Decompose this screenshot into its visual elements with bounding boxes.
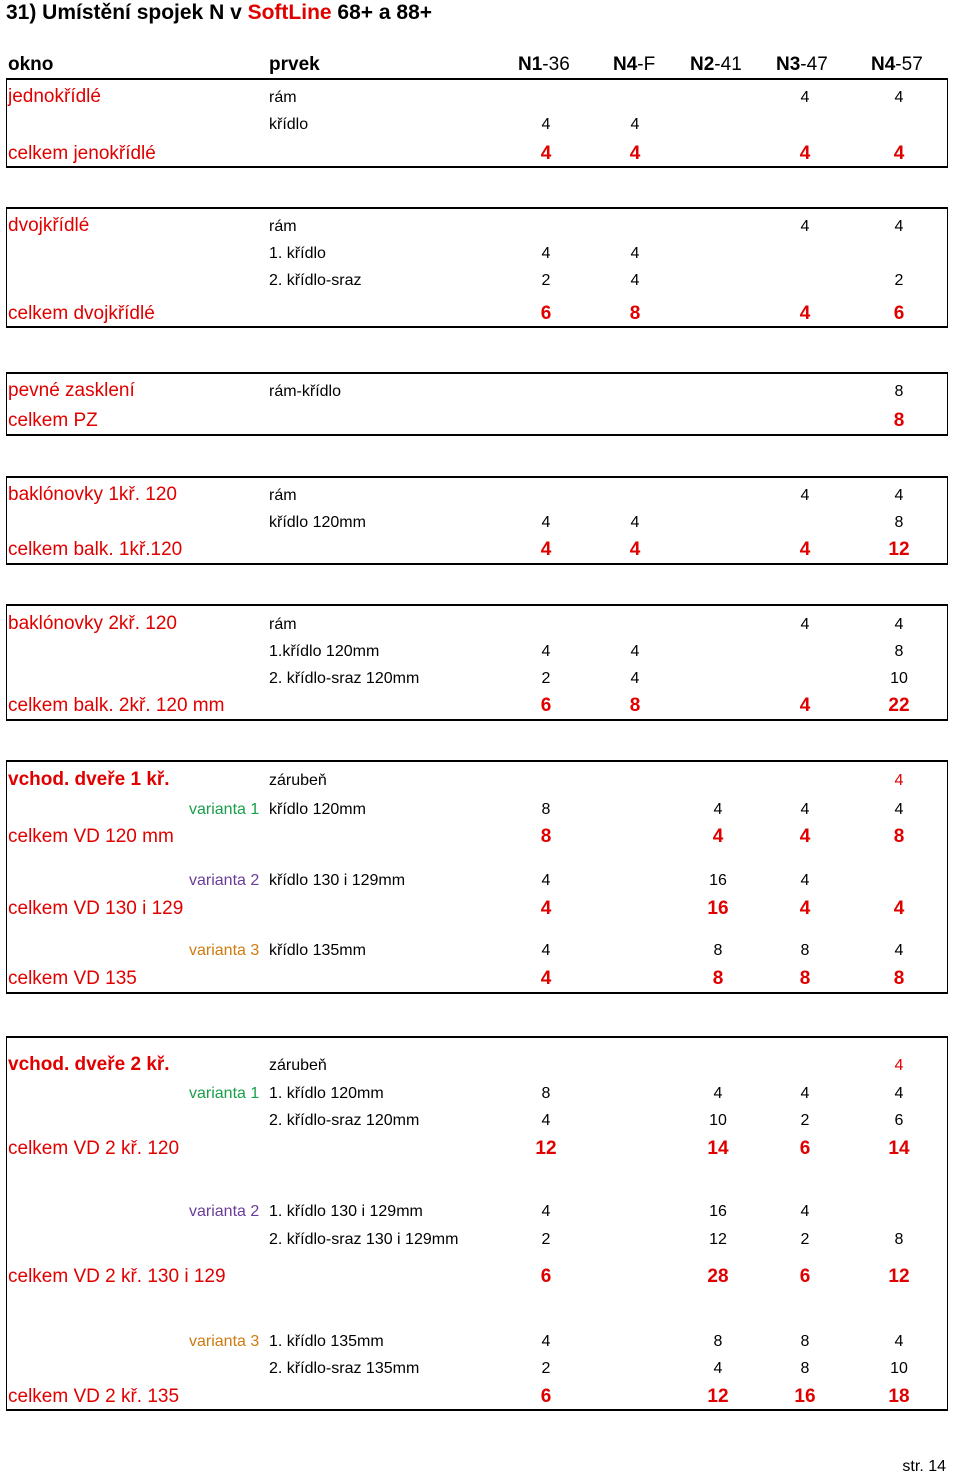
total-cell: 4 [629,143,641,164]
total-cell: 14 [707,1138,729,1159]
row-element-label: křídlo 120mm [269,801,366,818]
row-cell: 4 [541,643,551,660]
total-cell: 4 [893,898,905,919]
section-label: vchod. dveře 2 kř. [8,1054,170,1075]
row-cell: 2 [541,272,551,289]
variant-label: varianta 3 [189,942,260,959]
row-cell: 8 [713,1333,723,1350]
row-cell: 4 [800,1085,810,1102]
title-suffix: 68+ a 88+ [331,1,433,24]
row-cell: 4 [630,272,640,289]
row-cell: 2 [541,1360,551,1377]
row-cell: 10 [890,670,908,687]
row-cell: 16 [709,872,727,889]
variant-label: varianta 2 [189,1203,260,1220]
total-cell: 4 [799,898,811,919]
total-cell: 12 [888,539,910,560]
total-cell: 4 [799,539,811,560]
total-cell: 4 [799,826,811,847]
row-cell: 8 [894,1231,904,1248]
frame-label: zárubeň [269,1057,327,1074]
row-cell: 4 [800,801,810,818]
header-n4-57: N4-57 [871,54,923,75]
row-element-label: 1. křídlo [269,245,326,262]
section-label: baklónovky 2kř. 120 [8,613,177,634]
row-cell: 4 [713,1360,723,1377]
total-cell: 6 [799,1266,811,1287]
row-element-label: křídlo 135mm [269,942,366,959]
row-element-label: 1. křídlo 130 i 129mm [269,1203,423,1220]
row-element-label: 2. křídlo-sraz [269,272,362,289]
total-cell: 4 [893,143,905,164]
row-cell: 4 [800,487,810,504]
section-label: jednokřídlé [8,86,101,107]
variant-label: varianta 1 [189,801,260,818]
row-cell: 4 [541,942,551,959]
row-cell: 4 [894,942,904,959]
row-element-label: rám-křídlo [269,383,342,400]
row-cell: 8 [541,801,551,818]
row-element-label: 2. křídlo-sraz 130 i 129mm [269,1231,459,1248]
total-cell: 8 [893,410,905,431]
section-box-pevne [6,372,948,436]
header-prvek: prvek [269,54,320,75]
total-cell: 8 [799,968,811,989]
total-cell: 4 [712,826,724,847]
row-cell: 16 [709,1203,727,1220]
total-cell: 16 [707,898,729,919]
row-cell: 4 [630,643,640,660]
total-cell: 4 [540,898,552,919]
row-cell: 4 [541,872,551,889]
row-cell: 4 [894,89,904,106]
row-cell: 8 [800,942,810,959]
total-cell: 8 [712,968,724,989]
total-cell: 6 [799,1138,811,1159]
total-cell: 8 [893,826,905,847]
section-label: dvojkřídlé [8,215,90,236]
row-cell: 4 [541,1203,551,1220]
row-cell: 2 [541,1231,551,1248]
row-element-label: rám [269,218,297,235]
row-cell: 8 [800,1333,810,1350]
row-cell: 8 [894,514,904,531]
row-element-label: 1.křídlo 120mm [269,643,380,660]
frame-value: 4 [894,1057,904,1074]
total-cell: 8 [629,303,641,324]
total-label: celkem balk. 2kř. 120 mm [8,695,225,716]
row-cell: 4 [630,245,640,262]
section-label: baklónovky 1kř. 120 [8,484,177,505]
header-n1: N1-36 [518,54,570,75]
header-okno: okno [8,54,54,75]
row-cell: 4 [541,1333,551,1350]
total-cell: 16 [794,1386,816,1407]
total-label: celkem balk. 1kř.120 [8,539,183,560]
row-cell: 2 [541,670,551,687]
title-prefix: 31) Umístění spojek N v [6,1,248,24]
row-cell: 8 [894,643,904,660]
header-n3: N3-47 [776,54,828,75]
row-cell: 4 [800,89,810,106]
row-cell: 10 [709,1112,727,1129]
total-cell: 8 [629,695,641,716]
total-cell: 8 [540,826,552,847]
total-cell: 4 [629,539,641,560]
total-cell: 6 [540,303,552,324]
row-element-label: rám [269,89,297,106]
total-cell: 12 [707,1386,729,1407]
row-cell: 4 [800,218,810,235]
row-cell: 4 [713,801,723,818]
total-cell: 6 [893,303,905,324]
row-cell: 8 [713,942,723,959]
total-cell: 6 [540,1266,552,1287]
total-label: celkem VD 2 kř. 120 [8,1138,180,1159]
row-cell: 4 [541,116,551,133]
page-number: str. 14 [902,1458,946,1475]
row-cell: 4 [541,245,551,262]
row-cell: 8 [800,1360,810,1377]
variant-label: varianta 2 [189,872,260,889]
frame-value: 4 [894,772,904,789]
row-cell: 4 [800,1203,810,1220]
row-cell: 4 [800,616,810,633]
total-cell: 4 [799,303,811,324]
row-element-label: rám [269,616,297,633]
row-cell: 2 [800,1112,810,1129]
row-element-label: 2. křídlo-sraz 120mm [269,670,420,687]
row-cell: 2 [800,1231,810,1248]
section-label: pevné zasklení [8,380,135,401]
title-brand: SoftLine [247,1,332,24]
header-n2: N2-41 [690,54,742,75]
row-element-label: křídlo 120mm [269,514,366,531]
total-label: celkem VD 2 kř. 130 i 129 [8,1266,226,1287]
frame-label: zárubeň [269,772,327,789]
row-cell: 12 [709,1231,727,1248]
row-element-label: 2. křídlo-sraz 135mm [269,1360,420,1377]
total-label: celkem VD 120 mm [8,826,174,847]
total-cell: 4 [799,695,811,716]
variant-label: varianta 1 [189,1085,260,1102]
total-cell: 6 [540,695,552,716]
total-cell: 4 [540,968,552,989]
row-cell: 4 [541,1112,551,1129]
row-element-label: křídlo [269,116,309,133]
row-cell: 10 [890,1360,908,1377]
row-cell: 4 [630,116,640,133]
header-n4f: N4-F [613,54,656,75]
row-cell: 4 [630,670,640,687]
total-label: celkem dvojkřídlé [8,303,155,324]
total-cell: 18 [888,1386,910,1407]
row-cell: 4 [894,1333,904,1350]
row-cell: 4 [630,514,640,531]
row-element-label: křídlo 130 i 129mm [269,872,406,889]
section-label: vchod. dveře 1 kř. [8,769,170,790]
row-element-label: 1. křídlo 135mm [269,1333,384,1350]
row-element-label: 1. křídlo 120mm [269,1085,384,1102]
total-cell: 22 [888,695,910,716]
total-cell: 4 [799,143,811,164]
total-label: celkem VD 130 i 129 [8,898,184,919]
row-element-label: rám [269,487,297,504]
total-label: celkem PZ [8,410,98,431]
row-element-label: 2. křídlo-sraz 120mm [269,1112,420,1129]
row-cell: 4 [713,1085,723,1102]
row-cell: 4 [894,218,904,235]
row-cell: 4 [800,872,810,889]
total-label: celkem VD 2 kř. 135 [8,1386,180,1407]
total-label: celkem VD 135 [8,968,137,989]
total-cell: 28 [707,1266,729,1287]
row-cell: 4 [894,1085,904,1102]
total-cell: 4 [540,143,552,164]
row-cell: 4 [894,487,904,504]
row-cell: 8 [894,383,904,400]
total-label: celkem jenokřídlé [8,143,156,164]
total-cell: 12 [535,1138,557,1159]
total-cell: 14 [888,1138,910,1159]
row-cell: 2 [894,272,904,289]
total-cell: 12 [888,1266,910,1287]
row-cell: 4 [894,801,904,818]
row-cell: 8 [541,1085,551,1102]
total-cell: 6 [540,1386,552,1407]
row-cell: 6 [894,1112,904,1129]
total-cell: 8 [893,968,905,989]
page-title [6,1,432,25]
row-cell: 4 [894,616,904,633]
variant-label: varianta 3 [189,1333,260,1350]
total-cell: 4 [540,539,552,560]
row-cell: 4 [541,514,551,531]
